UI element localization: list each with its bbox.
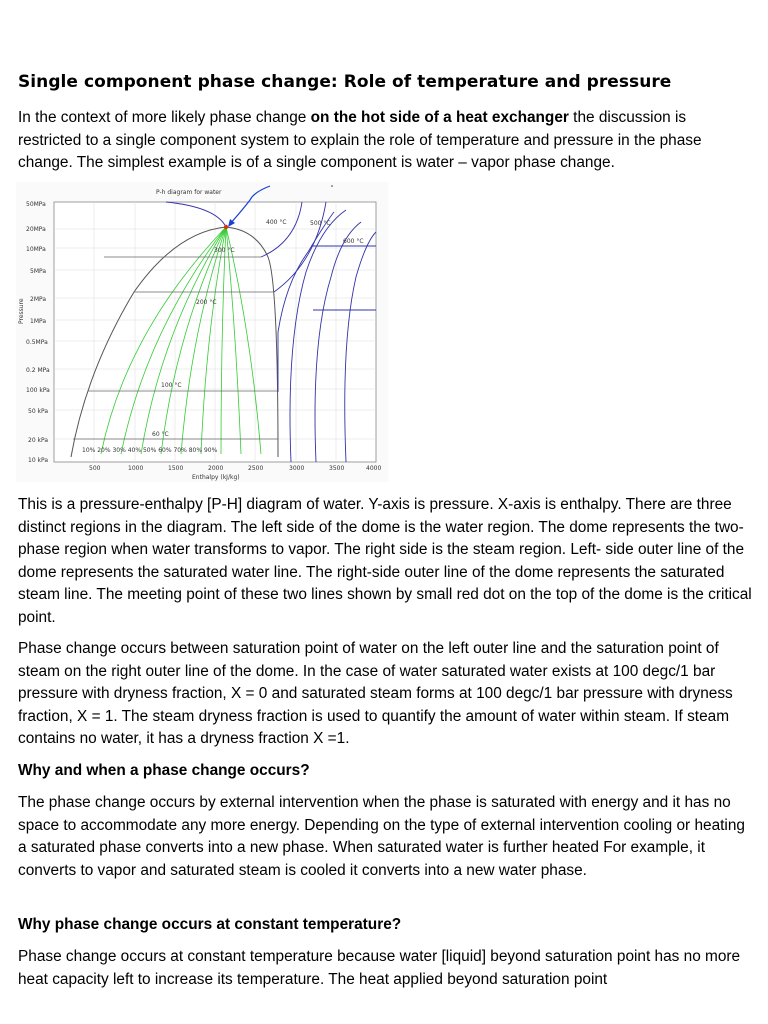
- pressure-tick: 5MPa: [30, 268, 47, 275]
- enthalpy-tick: 2500: [248, 465, 264, 472]
- pressure-tick: 1MPa: [30, 318, 47, 325]
- ph-diagram-figure: [16, 182, 388, 482]
- enthalpy-tick: 3000: [289, 465, 305, 472]
- intro-bold-text: on the hot side of a heat exchanger: [310, 109, 569, 126]
- pressure-tick: 0.2 MPa: [26, 367, 50, 374]
- isotherm-label: 100 °C: [161, 382, 182, 389]
- isotherm-label: 400 °C: [266, 219, 287, 226]
- intro-paragraph: [18, 107, 753, 175]
- pressure-tick: 20MPa: [26, 226, 46, 233]
- paragraph-ph-diagram: This is a pressure-enthalpy [P-H] diagram of water. Y-axis is pressure. X-axis is enthalpy. There are three distinct regions in the diagram. The left side of the dome is the water region. The dome represents the two-phase region when water transforms to vapor. The right side is the steam region. Left- side outer line of the dome represents the saturated water line. The right-side outer line of the dome represents the saturated steam line. The meeting point of these two lines shown by small red dot on the top of the dome is the critical point.: [18, 496, 752, 626]
- pressure-tick: 2MPa: [30, 296, 47, 303]
- pressure-tick: 50 kPa: [28, 408, 49, 415]
- quality-labels: 10% 20% 30% 40% 50% 60% 70% 80% 90%: [82, 447, 218, 454]
- isotherm-label: 500 °C: [310, 220, 331, 227]
- enthalpy-tick: 4000: [366, 465, 382, 472]
- isotherm-label: 300 °C: [214, 247, 235, 254]
- pressure-tick: 50MPa: [26, 201, 46, 208]
- intro-text-start: In the context of more likely phase change: [18, 109, 311, 126]
- isotherm-label: 200 °C: [196, 299, 217, 306]
- x-axis-label: Enthalpy (kJ/kg): [192, 474, 240, 481]
- diagram-title: P-h diagram for water: [156, 189, 222, 196]
- enthalpy-tick: 1500: [168, 465, 184, 472]
- pressure-tick: 100 kPa: [26, 387, 50, 394]
- isotherm-label: 600 °C: [343, 238, 364, 245]
- ph-diagram-svg: [16, 182, 388, 482]
- y-axis-label: Pressure: [18, 298, 25, 324]
- heading-constant-temperature: Why phase change occurs at constant temperature?: [18, 916, 402, 933]
- enthalpy-tick: 1000: [128, 465, 144, 472]
- section-title: Single component phase change: Role of temperature and pressure: [18, 72, 672, 92]
- enthalpy-tick: 2000: [208, 465, 224, 472]
- pressure-tick: 10MPa: [26, 246, 46, 253]
- pressure-tick: 20 kPa: [28, 437, 49, 444]
- pressure-tick: 10 kPa: [28, 457, 49, 464]
- pressure-tick: 0.5MPa: [26, 339, 48, 346]
- enthalpy-tick: 3500: [329, 465, 345, 472]
- paragraph-constant-temperature: Phase change occurs at constant temperature because water [liquid] beyond saturation point has no more heat capacity left to increase its temperature. The heat applied beyond saturation point: [18, 948, 741, 988]
- isotherm-label: 60 °C: [152, 431, 169, 438]
- critical-point-dot: [224, 225, 228, 229]
- enthalpy-tick: 500: [89, 465, 101, 472]
- paragraph-external-intervention: The phase change occurs by external intervention when the phase is saturated with energy and it has no space to accommodate any more energy. Depending on the type of external intervention cooling or heating a saturated phase converts into a new phase. When saturated water is further heated For example, it converts to vapor and saturated steam is cooled it converts into a new water phase.: [18, 794, 745, 879]
- heading-why-when: Why and when a phase change occurs?: [18, 762, 310, 779]
- paragraph-saturation: Phase change occurs between saturation point of water on the left outer line and the saturation point of steam on the right outer line of the dome. In the case of water saturated water exists at 100 degc/1 bar pressure with dryness fraction, X = 0 and saturated steam forms at 100 degc/1 bar pressure with dryness fraction, X = 1. The steam dryness fraction is used to quantify the amount of water within steam. If steam contains no water, it has a dryness fraction X =1.: [18, 640, 733, 748]
- intro-text-end: the discussion is restricted to a single component system to explain the role of temperature and pressure in the phase change. The simplest example is of a single component is water – vapor phase change.: [18, 109, 702, 172]
